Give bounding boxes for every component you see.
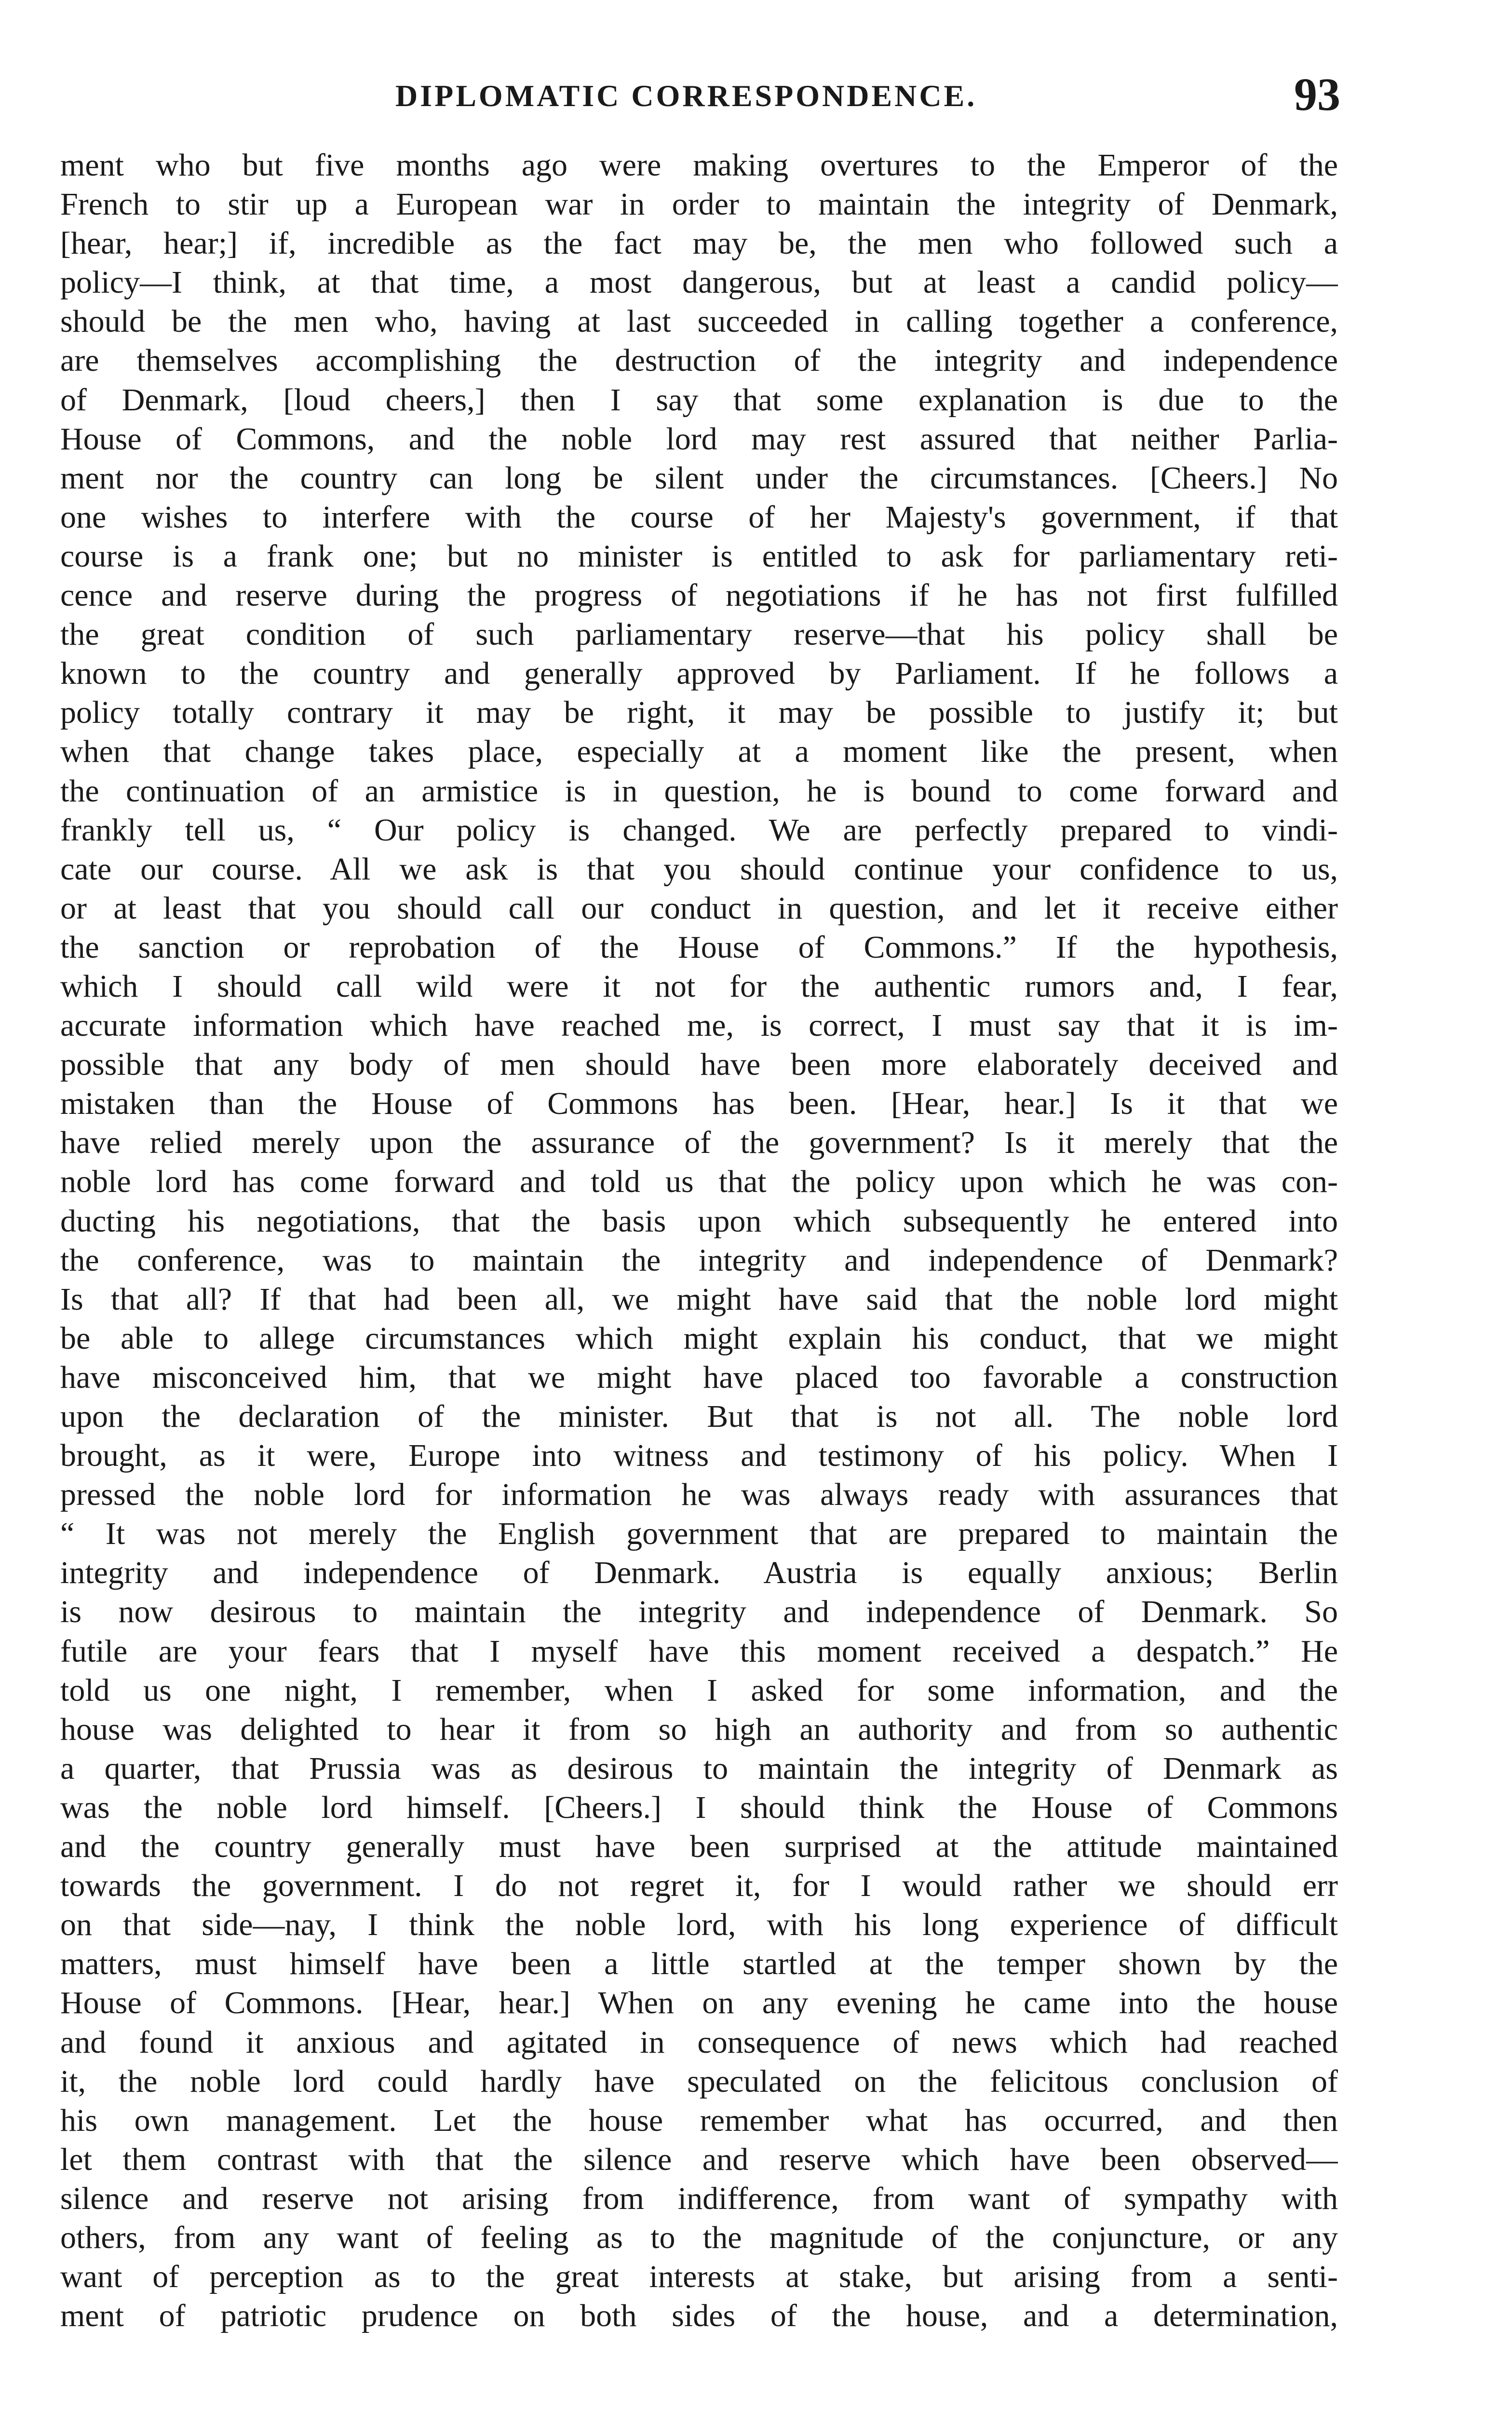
text-line: be able to allege circumstances which might explain his conduct, that we might <box>60 1320 1338 1356</box>
text-line: of Denmark, [loud cheers,] then I say that some explanation is due to the <box>60 382 1338 418</box>
text-line: known to the country and generally approved by Parliament. If he follows a <box>60 656 1338 691</box>
text-line: and found it anxious and agitated in consequence of news which had reached <box>60 2024 1338 2060</box>
text-line: have relied merely upon the assurance of the government? Is it merely that the <box>60 1125 1338 1161</box>
body-text <box>60 146 1338 2335</box>
text-line: house was delighted to hear it from so high an authority and from so authentic <box>60 1711 1338 1747</box>
text-line: let them contrast with that the silence and reserve which have been observed— <box>60 2141 1338 2177</box>
text-line: ducting his negotiations, that the basis upon which subsequently he entered into <box>60 1203 1338 1239</box>
text-line: “ It was not merely the English government that are prepared to maintain the <box>60 1516 1338 1552</box>
running-title: DIPLOMATIC CORRESPONDENCE. <box>395 79 977 113</box>
text-line: others, from any want of feeling as to the magnitude of the conjuncture, or any <box>60 2220 1338 2255</box>
text-line: cate our course. All we ask is that you should continue your confidence to us, <box>60 851 1338 887</box>
text-line: one wishes to interfere with the course of her Majesty's government, if that <box>60 499 1338 535</box>
text-line: ment nor the country can long be silent under the circumstances. [Cheers.] No <box>60 460 1338 496</box>
text-line: the great condition of such parliamentary reserve—that his policy shall be <box>60 617 1338 652</box>
text-line: or at least that you should call our conduct in question, and let it receive either <box>60 890 1338 926</box>
text-line: House of Commons, and the noble lord may rest assured that neither Parlia- <box>60 421 1338 457</box>
text-line: cence and reserve during the progress of negotiations if he has not first fulfilled <box>60 578 1338 613</box>
text-line: silence and reserve not arising from indifference, from want of sympathy with <box>60 2181 1338 2216</box>
running-head <box>58 68 1340 125</box>
text-line: the continuation of an armistice is in question, he is bound to come forward and <box>60 773 1338 809</box>
text-line: towards the government. I do not regret it, for I would rather we should err <box>60 1868 1338 1904</box>
text-line: House of Commons. [Hear, hear.] When on any evening he came into the house <box>60 1985 1338 2021</box>
text-line: was the noble lord himself. [Cheers.] I should think the House of Commons <box>60 1789 1338 1825</box>
text-line: upon the declaration of the minister. But that is not all. The noble lord <box>60 1399 1338 1434</box>
text-line: brought, as it were, Europe into witness and testimony of his policy. When I <box>60 1438 1338 1474</box>
text-line: is now desirous to maintain the integrity and independence of Denmark. So <box>60 1594 1338 1630</box>
text-line: when that change takes place, especially at a moment like the present, when <box>60 734 1338 770</box>
text-line: noble lord has come forward and told us that the policy upon which he was con- <box>60 1164 1338 1200</box>
text-line: his own management. Let the house remember what has occurred, and then <box>60 2102 1338 2138</box>
text-line: want of perception as to the great interests at stake, but arising from a senti- <box>60 2259 1338 2295</box>
text-line: the sanction or reprobation of the House of Commons.” If the hypothesis, <box>60 929 1338 965</box>
text-line: and the country generally must have been surprised at the attitude maintained <box>60 1829 1338 1865</box>
text-line: the conference, was to maintain the integrity and independence of Denmark? <box>60 1242 1338 1278</box>
text-line: should be the men who, having at last succeeded in calling together a conference, <box>60 304 1338 339</box>
text-line: pressed the noble lord for information he was always ready with assurances that <box>60 1477 1338 1513</box>
text-line: integrity and independence of Denmark. Austria is equally anxious; Berlin <box>60 1555 1338 1591</box>
text-line: ment of patriotic prudence on both sides of the house, and a determination, <box>60 2298 1338 2334</box>
text-line: mistaken than the House of Commons has been. [Hear, hear.] Is it that we <box>60 1086 1338 1122</box>
text-line: have misconceived him, that we might have placed too favorable a construction <box>60 1359 1338 1395</box>
text-line: on that side—nay, I think the noble lord, with his long experience of difficult <box>60 1907 1338 1943</box>
text-line: ment who but five months ago were making overtures to the Emperor of the <box>60 148 1338 183</box>
text-line: futile are your fears that I myself have this moment received a despatch.” He <box>60 1633 1338 1669</box>
text-line: policy totally contrary it may be right, it may be possible to justify it; but <box>60 695 1338 731</box>
text-line: policy—I think, at that time, a most dangerous, but at least a candid policy— <box>60 265 1338 300</box>
text-line: [hear, hear;] if, incredible as the fact may be, the men who followed such a <box>60 226 1338 261</box>
text-line: Is that all? If that had been all, we might have said that the noble lord might <box>60 1281 1338 1317</box>
text-line: are themselves accomplishing the destruction of the integrity and independence <box>60 343 1338 379</box>
text-line: accurate information which have reached me, is correct, I must say that it is im- <box>60 1008 1338 1043</box>
text-line: French to stir up a European war in order to maintain the integrity of Denmark, <box>60 187 1338 222</box>
text-line: course is a frank one; but no minister is entitled to ask for parliamentary reti- <box>60 538 1338 574</box>
text-line: it, the noble lord could hardly have speculated on the felicitous conclusion of <box>60 2063 1338 2099</box>
text-line: possible that any body of men should have been more elaborately deceived and <box>60 1047 1338 1083</box>
text-line: frankly tell us, “ Our policy is changed. We are perfectly prepared to vindi- <box>60 812 1338 848</box>
text-line: a quarter, that Prussia was as desirous to maintain the integrity of Denmark as <box>60 1750 1338 1786</box>
page-number: 93 <box>1294 68 1340 120</box>
text-line: which I should call wild were it not for the authentic rumors and, I fear, <box>60 968 1338 1004</box>
text-line: told us one night, I remember, when I asked for some information, and the <box>60 1672 1338 1708</box>
text-line: matters, must himself have been a little startled at the temper shown by the <box>60 1946 1338 1982</box>
